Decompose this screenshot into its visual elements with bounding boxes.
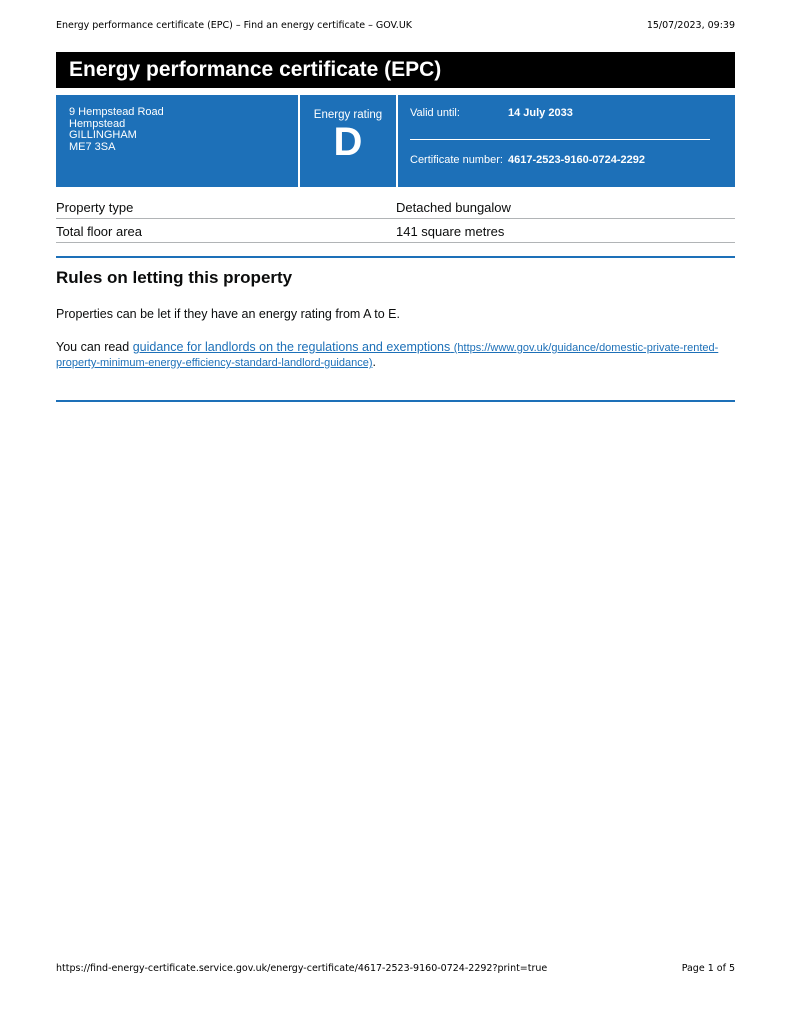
section-divider-bottom [56, 400, 735, 402]
landlord-guidance-paragraph [56, 340, 735, 370]
print-header-datetime: 15/07/2023, 09:39 [646, 20, 735, 31]
page-title: Energy performance certificate (EPC) [56, 52, 735, 88]
guidance-prefix: You can read [56, 340, 133, 354]
energy-rating-letter: D [333, 120, 363, 164]
print-footer-url: https://find-energy-certificate.service.gov.uk/energy-certificate/4617-2523-9160-0724-2292?print=true [56, 963, 548, 974]
address-card [56, 95, 298, 187]
summary-row-property-type [56, 196, 735, 219]
property-summary-list [56, 196, 735, 243]
print-header-title: Energy performance certificate (EPC) – Find an energy certificate – GOV.UK [56, 20, 413, 31]
certificate-details-card [398, 95, 735, 187]
valid-until-value: 14 July 2033 [508, 107, 573, 119]
address-line: ME7 3SA [69, 140, 116, 153]
summary-value: 141 square metres [396, 224, 505, 239]
landlord-guidance-link-url: (https://www.gov.uk/guidance/domestic-private-rented-property-minimum-energy-efficiency-standard-landlord-guidance) [56, 342, 719, 369]
certificate-summary-cards [56, 95, 735, 187]
landlord-guidance-link-text: guidance for landlords on the regulations and exemptions [132, 340, 451, 354]
address-line: Hempstead [69, 117, 126, 130]
address-line: GILLINGHAM [69, 129, 137, 141]
address-line: 9 Hempstead Road [69, 106, 164, 118]
print-header [56, 20, 735, 34]
certificate-number-value: 4617-2523-9160-0724-2292 [508, 154, 646, 166]
page-number: Page 1 of 5 [681, 963, 735, 974]
valid-until-label: Valid until: [410, 107, 460, 119]
energy-rating-card [300, 95, 396, 187]
section-divider-top [56, 256, 735, 258]
letting-rules-heading: Rules on letting this property [56, 268, 293, 287]
print-footer [56, 963, 735, 977]
energy-rating-label: Energy rating [313, 109, 383, 121]
summary-value: Detached bungalow [396, 200, 511, 215]
landlord-guidance-link[interactable] [56, 340, 718, 369]
summary-label: Property type [56, 200, 134, 215]
guidance-suffix: . [372, 355, 376, 369]
summary-label: Total floor area [56, 224, 142, 239]
details-divider [410, 139, 710, 140]
summary-row-floor-area [56, 220, 735, 243]
letting-rules-paragraph: Properties can be let if they have an energy rating from A to E. [56, 307, 400, 321]
certificate-number-label: Certificate number: [410, 154, 503, 166]
